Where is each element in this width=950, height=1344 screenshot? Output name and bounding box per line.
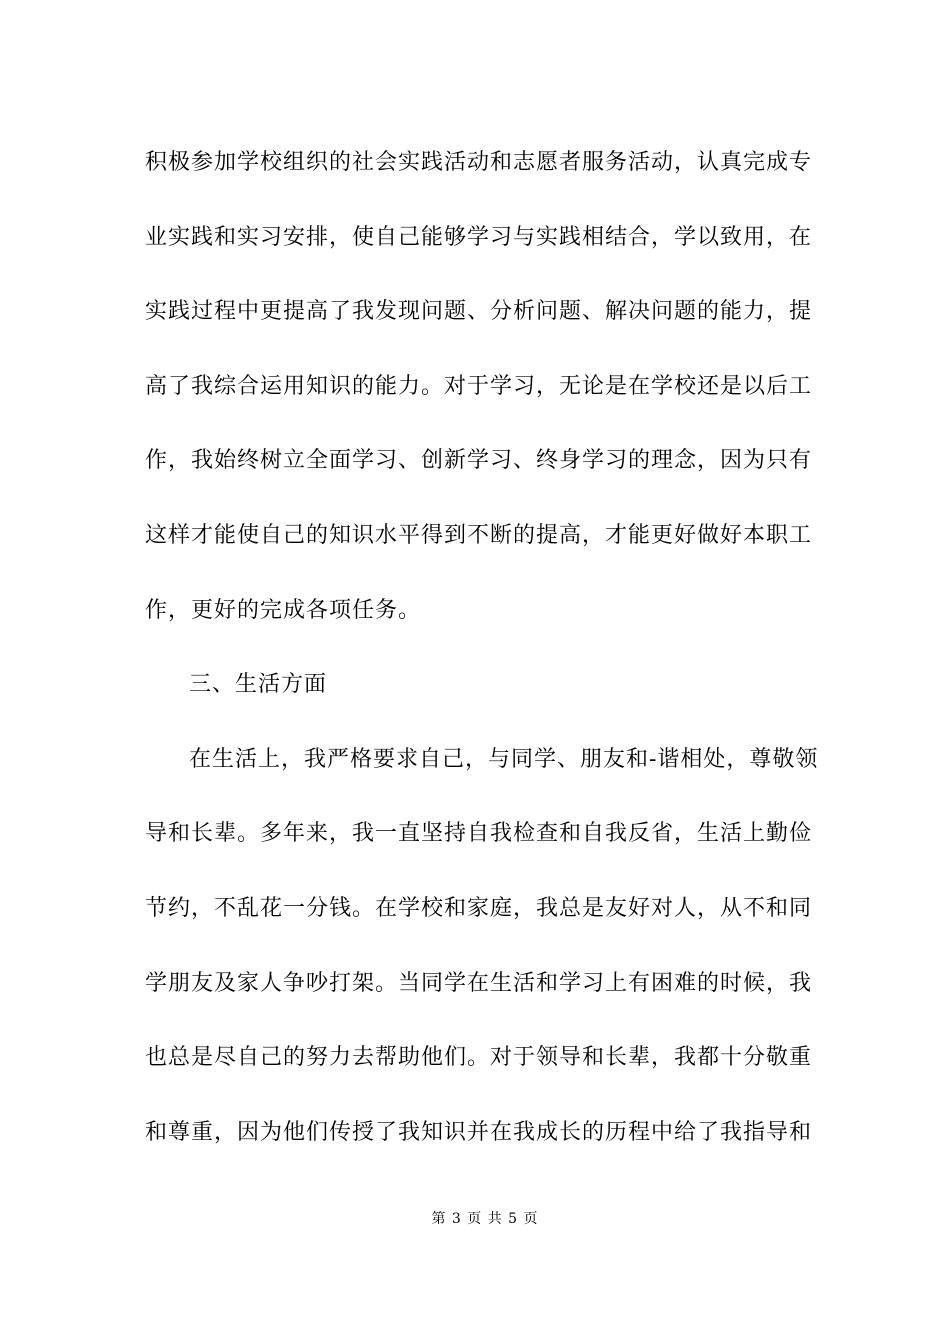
document-body <box>145 126 819 1170</box>
page-footer <box>0 1208 950 1228</box>
section-heading: 三、生活方面 <box>189 672 328 698</box>
text-line: 和尊重，因为他们传授了我知识并在我成长的历程中给了我指导和 <box>145 1119 813 1145</box>
page-number: 第 3 页 共 5 页 <box>431 1211 539 1227</box>
text-line: 这样才能使自己的知识水平得到不断的提高，才能更好做好本职工 <box>145 522 813 548</box>
text-line: 业实践和实习安排，使自己能够学习与实践相结合，学以致用，在 <box>145 224 813 250</box>
text-line: 积极参加学校组织的社会实践活动和志愿者服务活动，认真完成专 <box>145 150 813 175</box>
text-line: 也总是尽自己的努力去帮助他们。对于领导和长辈，我都十分敬重 <box>145 1045 813 1071</box>
text-line: 作，我始终树立全面学习、创新学习、终身学习的理念，因为只有 <box>145 448 813 474</box>
text-line: 实践过程中更提高了我发现问题、分析问题、解决问题的能力，提 <box>145 299 813 325</box>
text-line: 作，更好的完成各项任务。 <box>145 597 422 623</box>
text-line: 在生活上，我严格要求自己，与同学、朋友和-谐相处，尊敬领 <box>189 746 819 772</box>
text-line: 导和长辈。多年来，我一直坚持自我检查和自我反省，生活上勤俭 <box>145 821 813 847</box>
text-line: 学朋友及家人争吵打架。当同学在生活和学习上有困难的时候，我 <box>145 970 813 996</box>
text-line: 高了我综合运用知识的能力。对于学习，无论是在学校还是以后工 <box>145 373 813 399</box>
text-line: 节约，不乱花一分钱。在学校和家庭，我总是友好对人，从不和同 <box>145 895 813 921</box>
